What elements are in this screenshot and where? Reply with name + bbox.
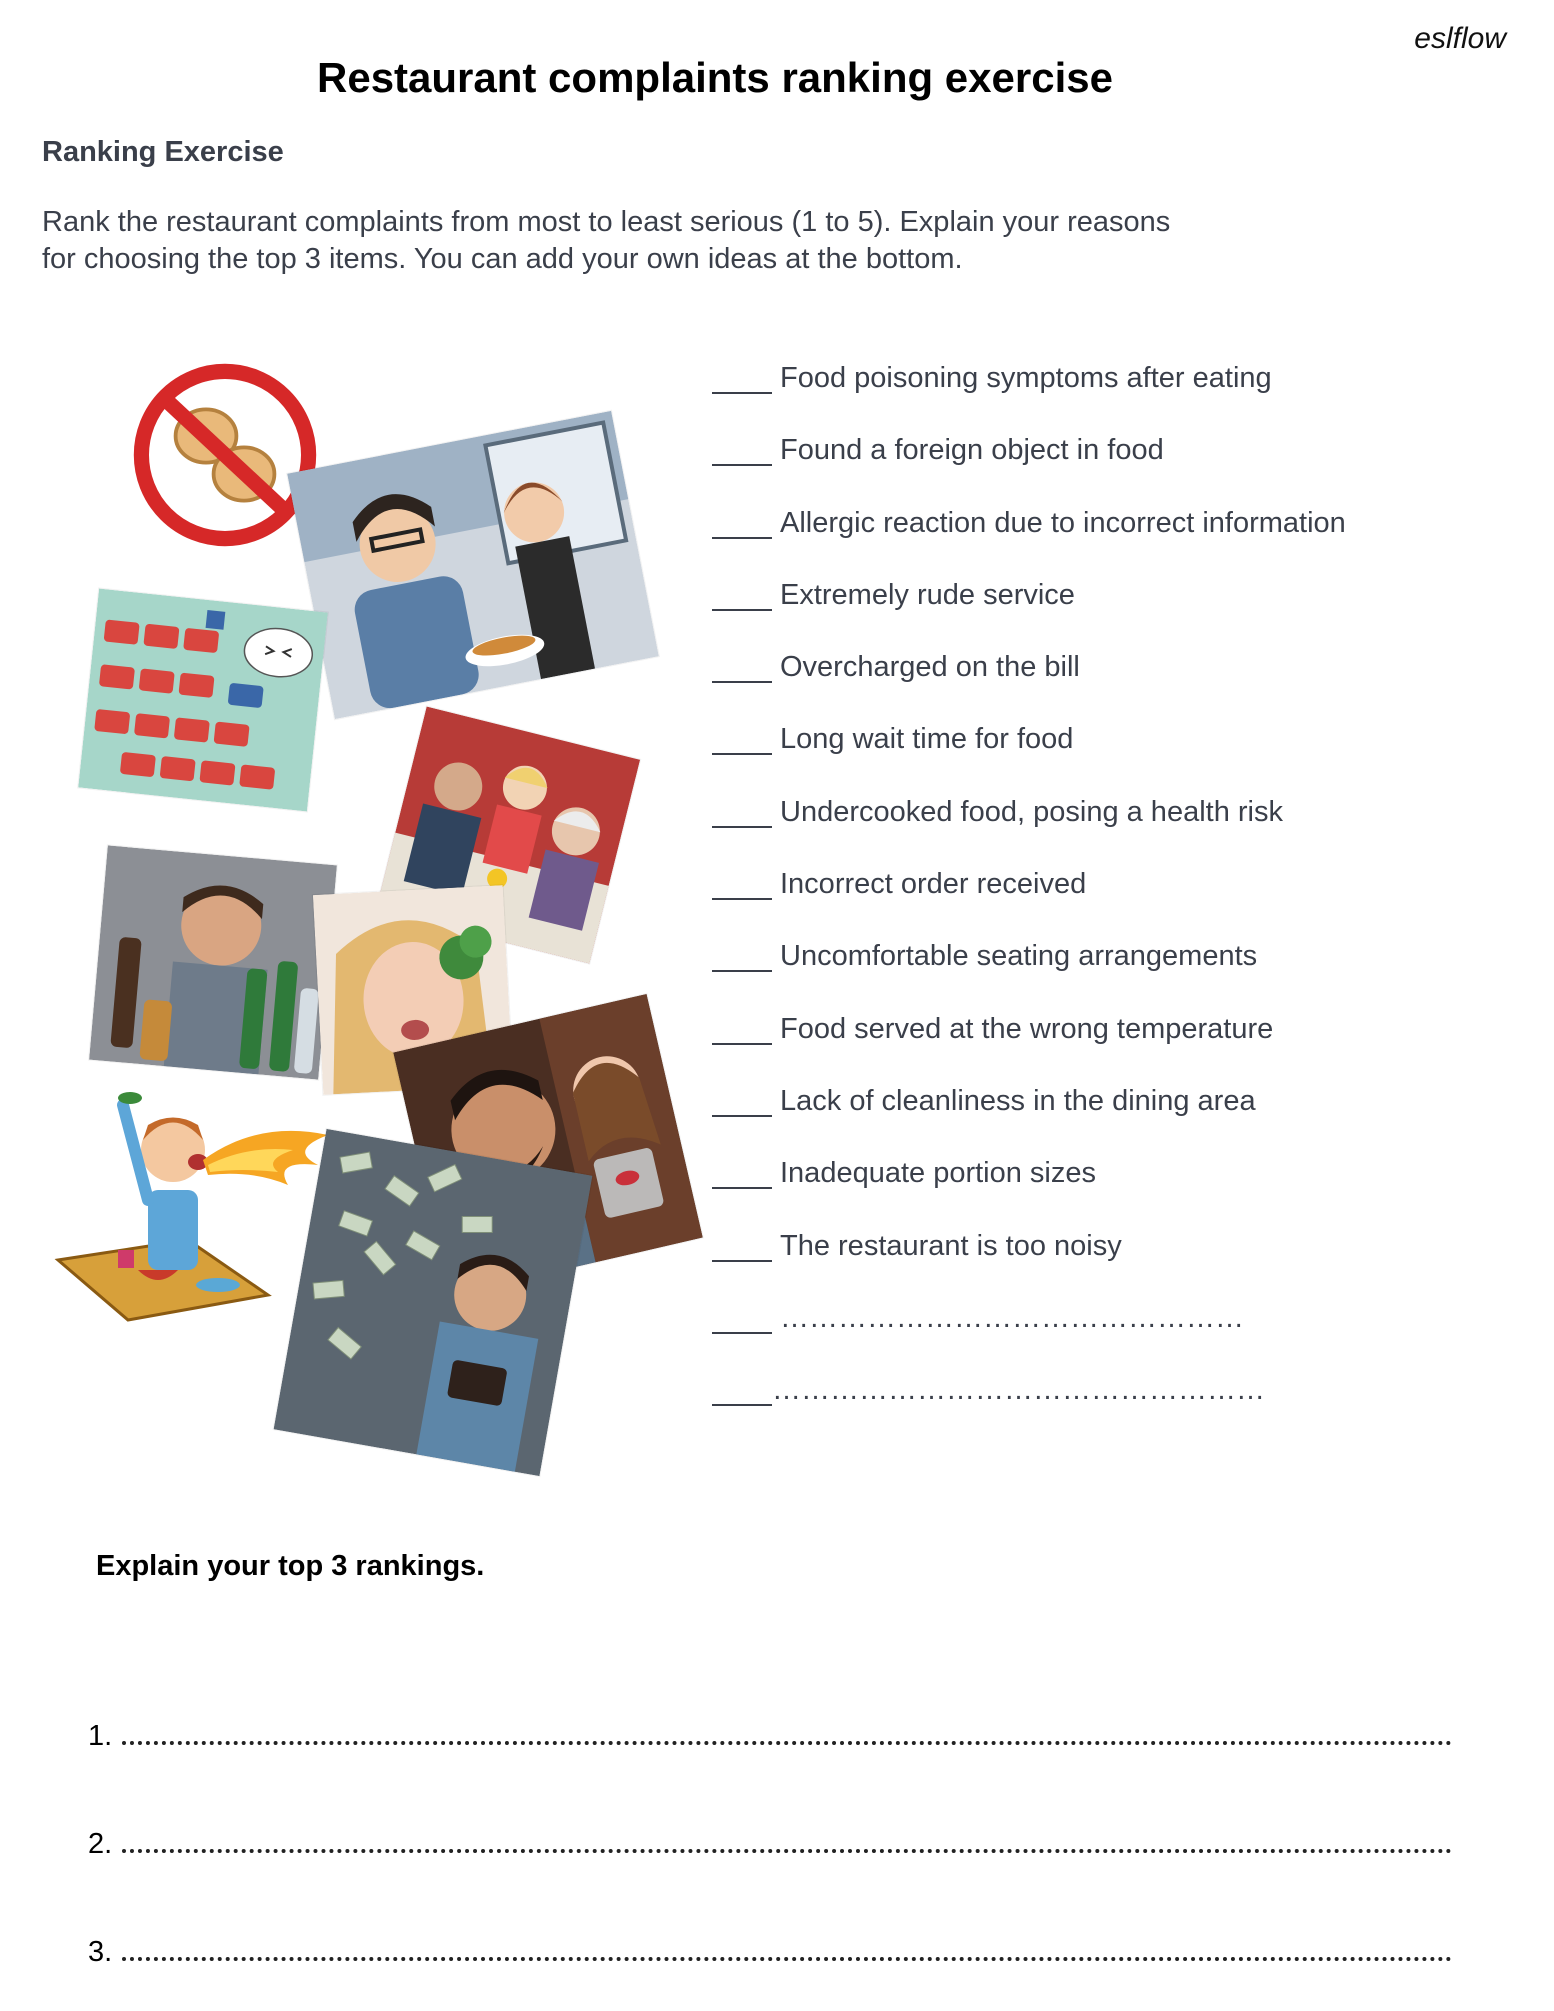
list-item [712, 940, 1346, 1012]
rank-blank[interactable] [712, 579, 772, 611]
list-item-label: Found a foreign object in food [780, 434, 1164, 467]
list-item-label: Food poisoning symptoms after eating [780, 362, 1272, 394]
rank-blank[interactable] [712, 868, 772, 900]
list-item-label: Extremely rude service [780, 578, 1075, 611]
list-item-label: Inadequate portion sizes [780, 1157, 1096, 1190]
answer-field[interactable] [122, 1737, 1452, 1745]
list-item-label: Food served at the wrong temperature [780, 1012, 1274, 1045]
list-item [712, 723, 1346, 795]
list-item-custom [712, 1374, 1346, 1446]
list-item [712, 796, 1346, 868]
list-item-label: Allergic reaction due to incorrect information [780, 506, 1346, 539]
answer-field[interactable] [122, 1845, 1452, 1853]
section-subtitle: Ranking Exercise [42, 136, 284, 168]
no-peanuts-icon [130, 360, 320, 550]
rank-blank[interactable] [712, 1013, 772, 1045]
illustration-collage [48, 360, 708, 1490]
list-item [712, 868, 1346, 940]
rank-blank[interactable] [712, 1157, 772, 1189]
list-item-label: Lack of cleanliness in the dining area [780, 1084, 1256, 1117]
list-item [712, 362, 1346, 434]
rank-blank[interactable] [712, 1085, 772, 1117]
list-item [712, 507, 1346, 579]
custom-idea-line[interactable]: ………………………………………… [780, 1301, 1244, 1334]
list-item [712, 1013, 1346, 1085]
rank-blank[interactable] [712, 723, 772, 755]
custom-idea-line[interactable]: …………………………………………… [772, 1374, 1265, 1407]
explain-heading: Explain your top 3 rankings. [96, 1550, 485, 1582]
rank-blank[interactable] [712, 1374, 772, 1406]
list-item [712, 1085, 1346, 1157]
answer-line [88, 1753, 1468, 1861]
waitress-and-customer-illustration [287, 411, 659, 719]
list-item-label: Uncomfortable seating arrangements [780, 940, 1258, 973]
answer-field[interactable] [122, 1953, 1452, 1961]
rank-blank[interactable] [712, 434, 772, 466]
answer-number: 3. [88, 1936, 113, 1968]
list-item-label: Long wait time for food [780, 723, 1074, 756]
ranking-list [712, 362, 1346, 1446]
list-item-label: Incorrect order received [780, 868, 1087, 901]
brand-label: eslflow [1414, 22, 1506, 55]
parking-lot-illustration [78, 589, 328, 812]
tired-man-with-bottles-illustration [89, 845, 337, 1079]
answer-line [88, 1645, 1468, 1753]
answer-line [88, 1861, 1468, 1969]
answer-number: 2. [88, 1828, 113, 1860]
rank-blank[interactable] [712, 507, 772, 539]
list-item [712, 1230, 1346, 1302]
list-item-label: Overcharged on the bill [780, 651, 1080, 684]
rank-blank[interactable] [712, 1230, 772, 1262]
rank-blank[interactable] [712, 651, 772, 683]
answer-number: 1. [88, 1720, 113, 1752]
list-item-label: Undercooked food, posing a health risk [780, 795, 1283, 828]
list-item [712, 1157, 1346, 1229]
rank-blank[interactable] [712, 362, 772, 394]
page-title: Restaurant complaints ranking exercise [317, 54, 1113, 101]
list-item [712, 651, 1346, 723]
list-item [712, 579, 1346, 651]
rank-blank[interactable] [712, 796, 772, 828]
flying-money-illustration [274, 1129, 593, 1476]
list-item [712, 434, 1346, 506]
list-item-custom [712, 1302, 1346, 1374]
answer-lines [88, 1645, 1468, 1969]
rank-blank[interactable] [712, 940, 772, 972]
rank-blank[interactable] [712, 1302, 772, 1334]
list-item-label: The restaurant is too noisy [780, 1229, 1122, 1262]
instructions-text: Rank the restaurant complaints from most to least serious (1 to 5). Explain your reasons for choosing the top 3 items. You can add your own ideas at the bottom. [42, 206, 1171, 275]
